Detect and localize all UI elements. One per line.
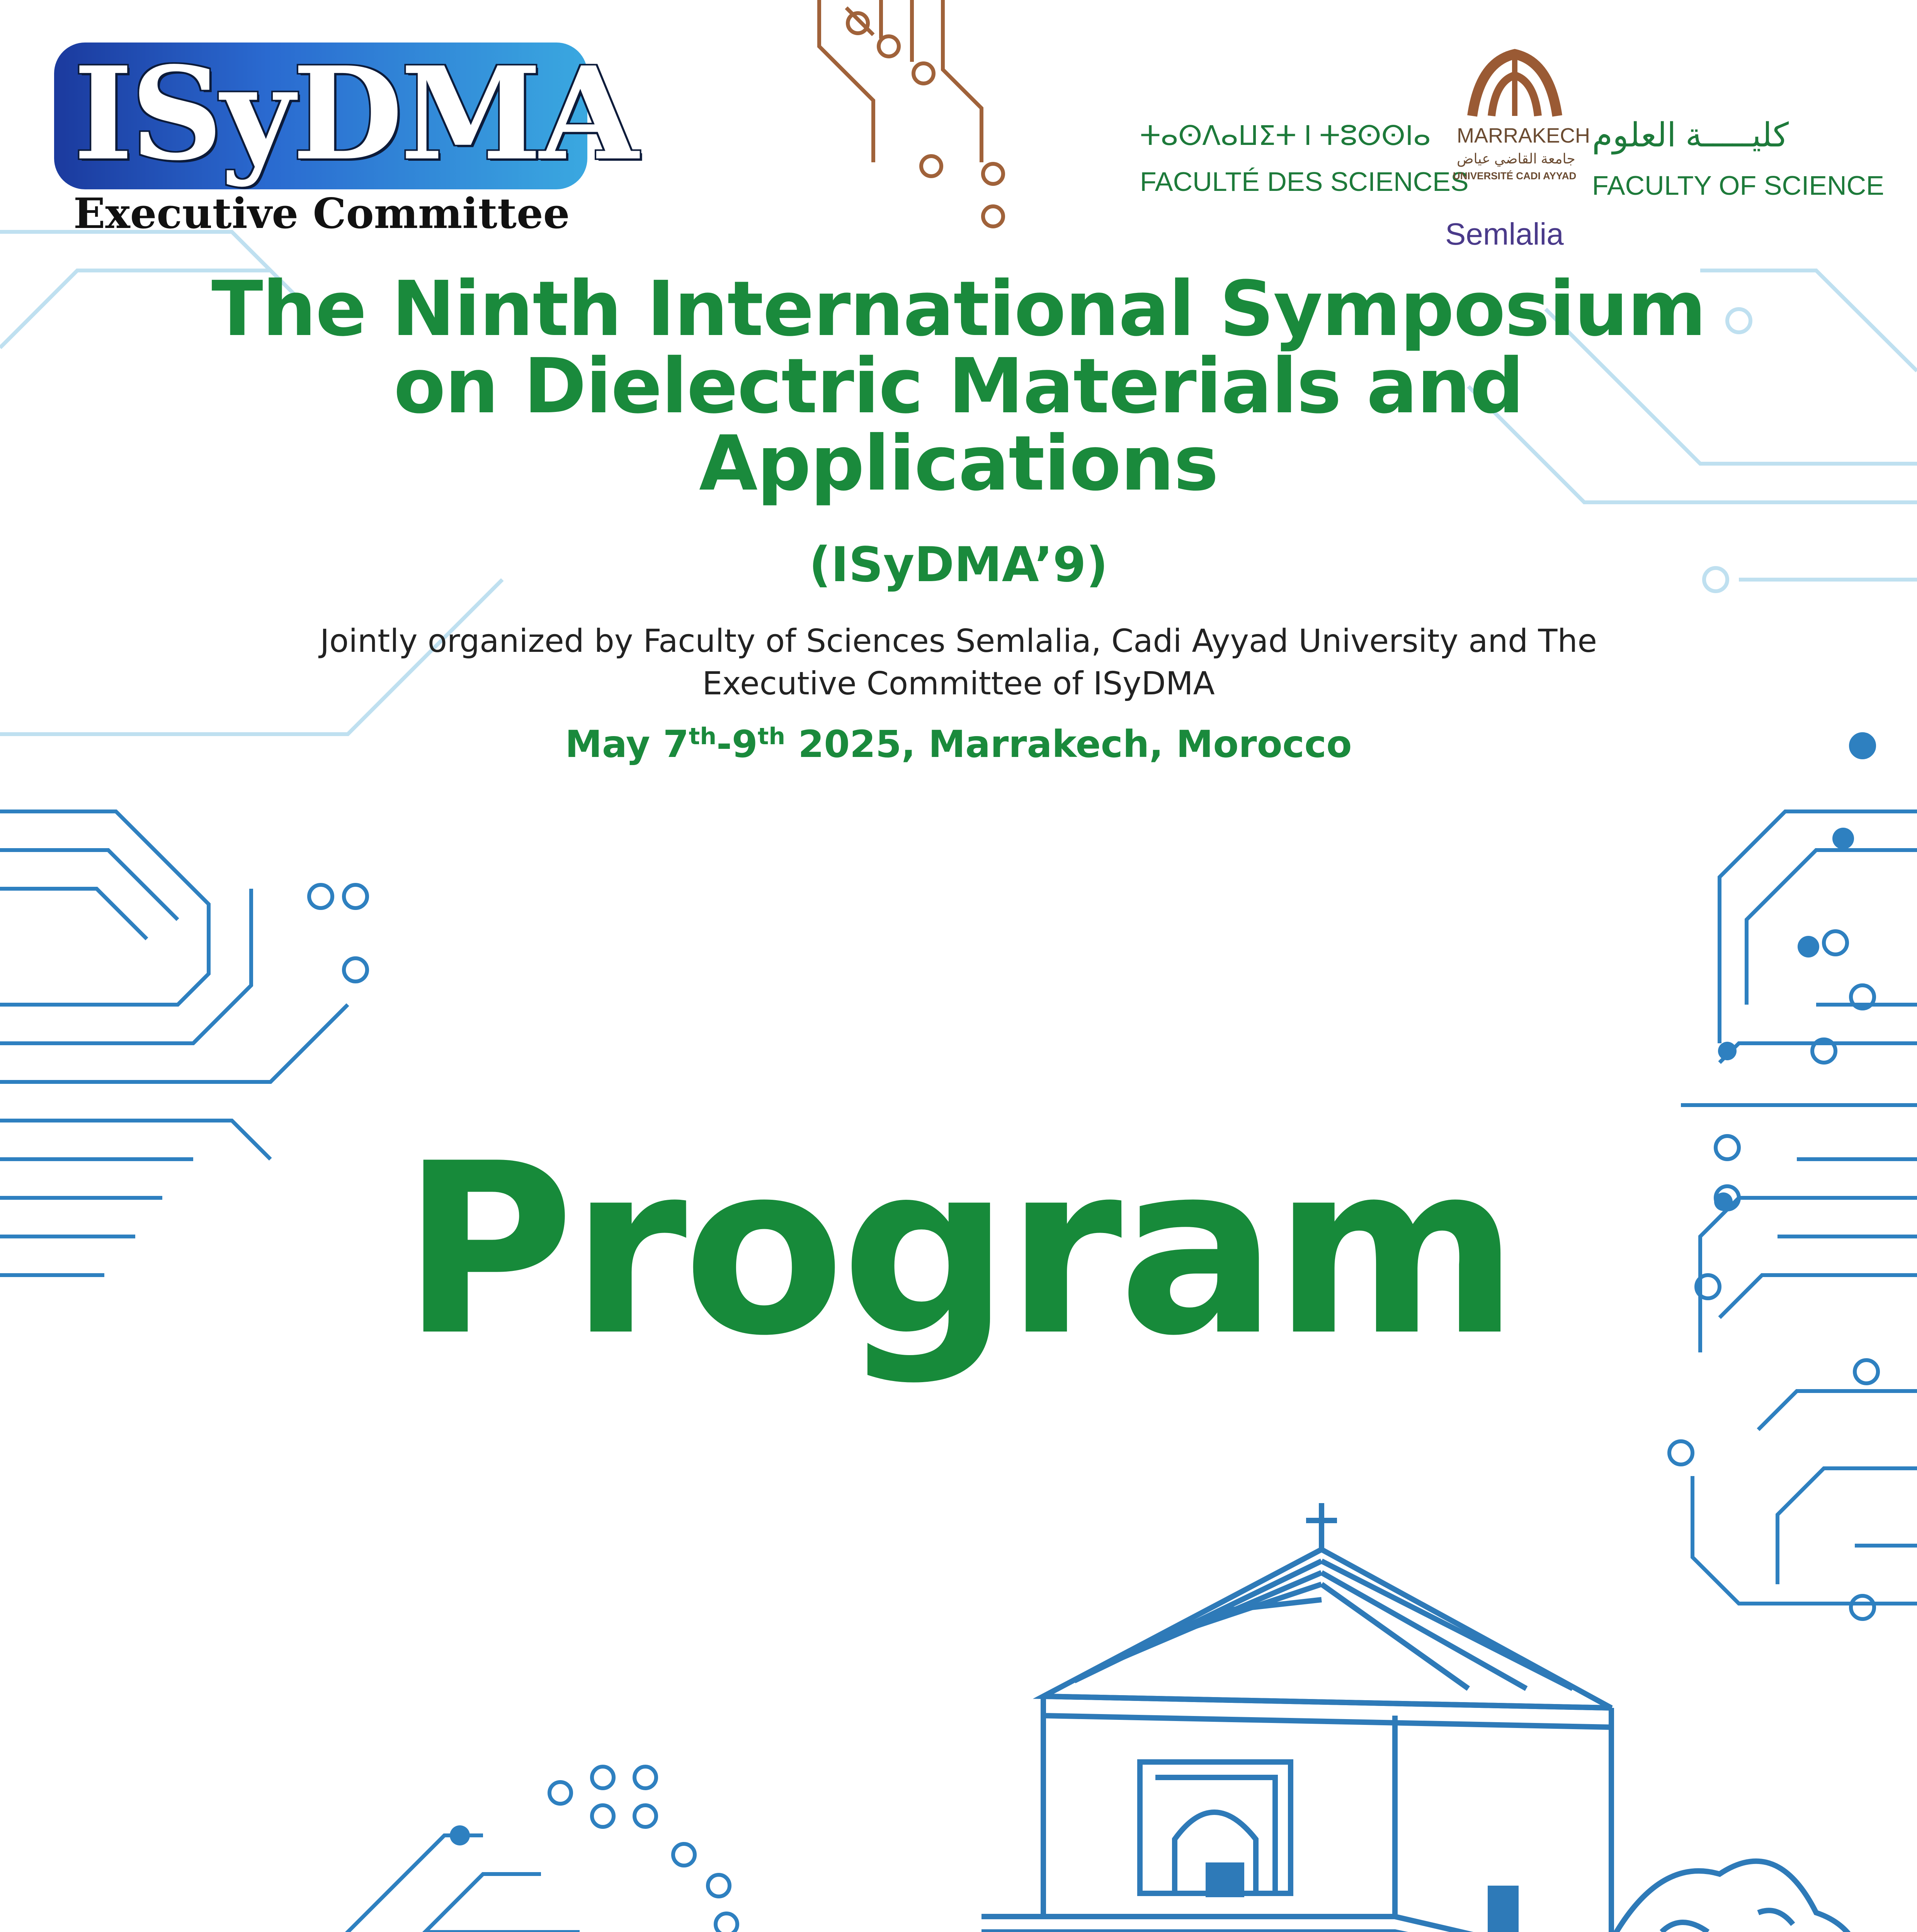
faculty-tifinagh-name: ⵜⴰⵙⴷⴰⵡⵉⵜ ⵏ ⵜⵓⵙⵙⵏⴰ: [1140, 121, 1431, 151]
faculty-french-name: FACULTÉ DES SCIENCES: [1140, 167, 1469, 197]
date-separator: -9: [716, 723, 758, 766]
university-arabic-name: جامعة القاضي عياض: [1457, 151, 1575, 167]
program-heading: Program: [401, 1113, 1516, 1387]
organized-line-1: Jointly organized by Faculty of Sciences Semlalia, Cadi Ayyad University and The: [320, 623, 1597, 660]
circuit-bottom-left: [0, 1835, 850, 1932]
title-line-2: on Dielectric Materials and: [393, 342, 1524, 430]
date-sup-1: th: [689, 723, 717, 750]
circuit-bottom-dots: [12, 1767, 969, 1932]
isydma-logo: [54, 39, 636, 238]
faculty-english-name: FACULTY OF SCIENCE: [1592, 170, 1884, 201]
university-french-name: UNIVERSITÉ CADI AYYAD: [1453, 170, 1577, 182]
organized-line-2: Executive Committee of ISyDMA: [702, 665, 1215, 702]
date-location: 2025, Marrakech, Morocco: [785, 723, 1352, 766]
executive-committee-label: Executive Committee: [73, 189, 570, 238]
title-line-3: Applications: [699, 420, 1218, 508]
date-start: May 7: [565, 723, 689, 766]
symposium-title: [0, 265, 1917, 508]
university-emblem-icon: [1457, 39, 1573, 124]
organized-by: [0, 620, 1917, 705]
symposium-acronym: (ISyDMA’9): [809, 537, 1108, 593]
circuit-bottom-solid-dots: [183, 1825, 470, 1932]
event-dates: [0, 723, 1917, 766]
semlalia-label: Semlalia: [1445, 217, 1564, 251]
isydma-logo-text: ISyDMA: [73, 39, 636, 189]
faculty-arabic-name: كليـــــة العلوم: [1592, 117, 1789, 154]
date-sup-2: th: [757, 723, 786, 750]
menara-pavilion-fills: [1128, 1862, 1886, 1932]
circuit-brown-top: [819, 0, 1003, 226]
university-city: MARRAKECH: [1457, 124, 1590, 147]
title-line-1: The Ninth International Symposium: [211, 265, 1706, 353]
